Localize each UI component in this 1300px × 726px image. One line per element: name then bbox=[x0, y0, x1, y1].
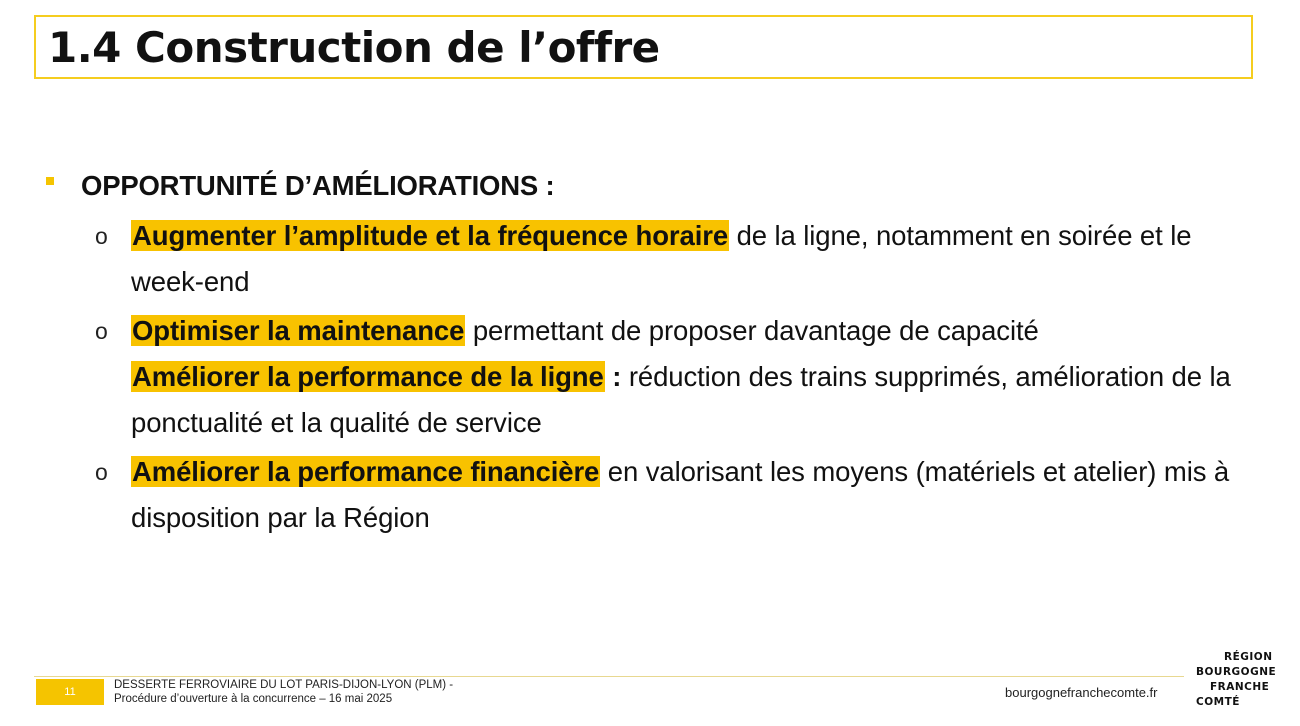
logo-line-1: RÉGION bbox=[1224, 651, 1273, 663]
slide-title: 1.4 Construction de l’offre bbox=[48, 23, 660, 72]
highlighted-text: Optimiser la maintenance bbox=[132, 315, 465, 346]
footer-caption bbox=[114, 678, 453, 706]
item-body-text: en valorisant les moyens (matériels et atelier) mis à disposition par la Région bbox=[131, 456, 1230, 533]
square-bullet-icon bbox=[46, 177, 54, 185]
list-item-text bbox=[131, 213, 1251, 305]
item-body-text: de la ligne, notamment en soirée et le week-end bbox=[131, 220, 1192, 297]
footer-divider bbox=[34, 676, 1184, 677]
highlighted-text: Améliorer la performance financière bbox=[132, 456, 600, 487]
item-body-text: réduction des trains supprimés, amélioration de la ponctualité et la qualité de service bbox=[131, 361, 1231, 438]
footer-line-1: DESSERTE FERROVIAIRE DU LOT PARIS-DIJON-LYON (PLM) - bbox=[114, 679, 454, 691]
list-item-text bbox=[131, 449, 1251, 541]
highlighted-text: Améliorer la performance de la ligne bbox=[132, 361, 604, 392]
page-number-badge: 11 bbox=[36, 679, 104, 705]
footer-line-2: Procédure d’ouverture à la concurrence – 16 mai 2025 bbox=[114, 693, 393, 705]
region-logo bbox=[1196, 650, 1286, 720]
circle-bullet-icon: o bbox=[95, 318, 108, 344]
colon-text: : bbox=[604, 361, 622, 392]
logo-line-3: FRANCHE bbox=[1210, 681, 1270, 693]
section-heading: OPPORTUNITÉ D’AMÉLIORATIONS : bbox=[81, 170, 555, 201]
website-link[interactable]: bourgognefranchecomte.fr bbox=[1005, 685, 1158, 700]
logo-line-2: BOURGOGNE bbox=[1196, 666, 1277, 678]
highlighted-text: Augmenter l’amplitude et la fréquence horaire bbox=[132, 220, 729, 251]
list-item-text bbox=[131, 308, 1251, 446]
logo-line-4: COMTÉ bbox=[1196, 696, 1240, 708]
circle-bullet-icon: o bbox=[95, 223, 108, 249]
title-box bbox=[34, 15, 1253, 79]
item-body-text: permettant de proposer davantage de capacité bbox=[465, 315, 1039, 346]
circle-bullet-icon: o bbox=[95, 459, 108, 485]
